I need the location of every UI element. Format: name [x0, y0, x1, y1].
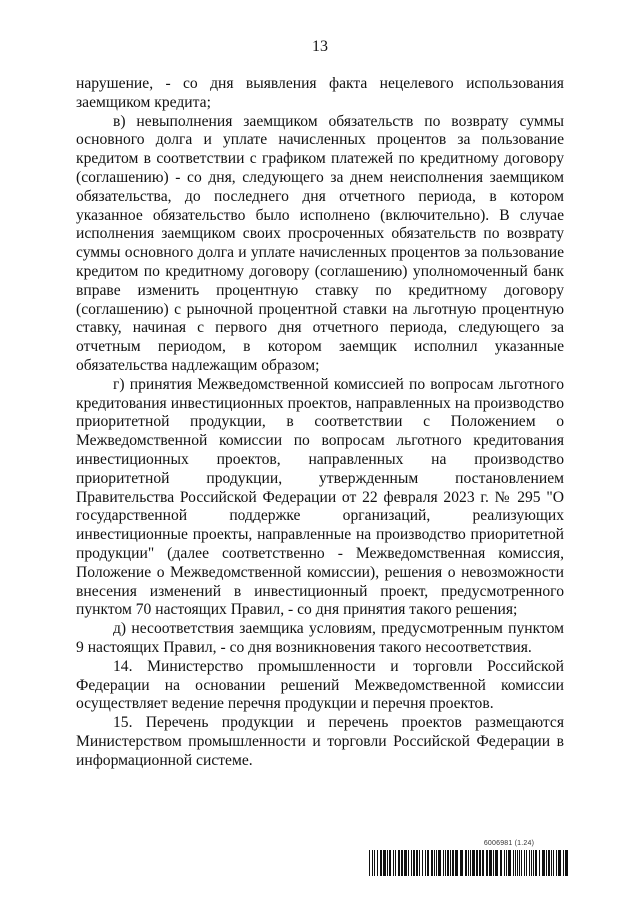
paragraph-14: 14. Министерство промышленности и торговли Российской Федерации на основании решений Межведомственной комиссии осуществляет ведение перечня продукции и перечня проектов.	[76, 657, 564, 713]
paragraph-item-g: г) принятия Межведомственной комиссией по вопросам льготного кредитования инвестиционных проектов, направленных на производство приоритетной продукции, в соответствии с Положением о Межведомственной комиссии по вопросам льготного кредитования инвестиционных проектов, направленных на производство приоритетной продукции, утвержденным постановлением Правительства Российской Федерации от 22 февраля 2023 г. № 295 "О государственной поддержке организаций, реализующих инвестиционные проекты, направленные на производство приоритетной продукции" (далее соответственно - Межведомственная комиссия, Положение о Межведомственной комиссии), решения о невозможности внесения изменений в инвестиционный проект, предусмотренного пунктом 70 настоящих Правил, - со дня принятия такого решения;	[76, 375, 564, 619]
page-number: 13	[312, 38, 328, 55]
paragraph-item-d: д) несоответствия заемщика условиям, предусмотренным пунктом 9 настоящих Правил, - со дня возникновения такого несоответствия.	[76, 620, 564, 656]
barcode-caption: 6006981 (1.24)	[483, 840, 535, 847]
barcode-image	[369, 850, 569, 876]
body-text	[76, 75, 564, 770]
paragraph-continuation: нарушение, - со дня выявления факта нецелевого использования заемщиком кредита;	[76, 75, 564, 111]
paragraph-15: 15. Перечень продукции и перечень проектов размещаются Министерством промышленности и торговли Российской Федерации в информационной системе.	[76, 714, 564, 769]
barcode-block	[369, 840, 569, 890]
paragraph-item-v: в) невыполнения заемщиком обязательств по возврату суммы основного долга и уплате начисленных процентов за пользование кредитом в соответствии с графиком платежей по кредитному договору (соглашению) - со дня, следующего за днем неисполнения заемщиком обязательства, до последнего дня отчетного периода, в котором указанное обязательство было исполнено (включительно). В случае исполнения заемщиком своих просроченных обязательств по возврату суммы основного долга и уплате начисленных процентов за пользование кредитом по кредитному договору (соглашению) уполномоченный банк вправе изменить процентную ставку по кредитному договору (соглашению) с рыночной процентной ставки на льготную процентную ставку, начиная с первого дня отчетного периода, следующего за отчетным периодом, в котором заемщик исполнил указанные обязательства надлежащим образом;	[76, 112, 564, 374]
